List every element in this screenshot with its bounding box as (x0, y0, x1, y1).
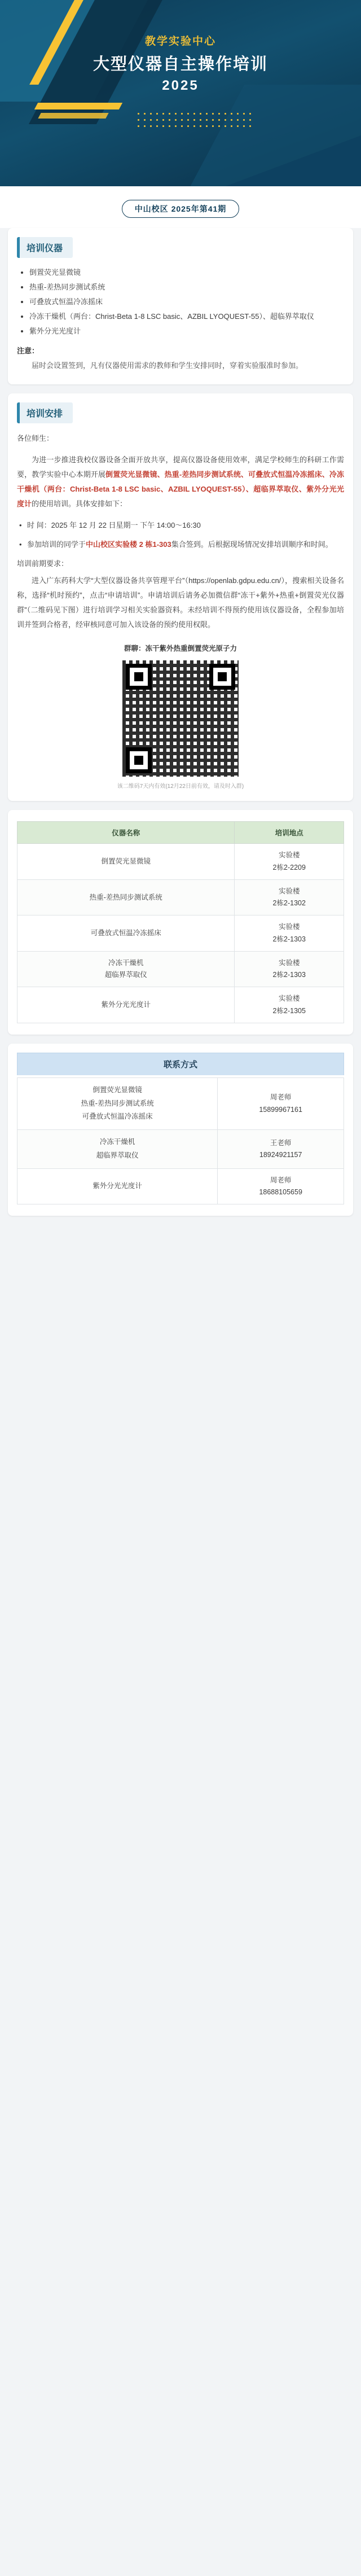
qr-finder-bottom-left-icon (126, 747, 152, 773)
table-cell: 实验楼 2栋2-1305 (235, 987, 344, 1023)
instruments-heading: 培训仪器 (17, 237, 73, 258)
table-cell: 实验楼 2栋2-1303 (235, 951, 344, 987)
hero-title: 大型仪器自主操作培训 (93, 55, 268, 73)
issue-section (0, 186, 361, 228)
table-cell: 紫外分光光度计 (17, 1168, 218, 1204)
content-page (0, 228, 361, 1239)
table-cell: 实验楼 2栋2-2209 (235, 844, 344, 880)
list-item: • 倒置荧光显微镜 (29, 266, 344, 279)
arrangement-place-pre: 参加培训的同学于 (27, 540, 86, 549)
hero-accent-stripe-2 (34, 103, 122, 109)
table-cell: 冷冻干燥机 超临界萃取仪 (17, 1130, 218, 1169)
table-cell: 可叠放式恒温冷冻摇床 (17, 915, 235, 952)
contact-table-title: 联系方式 (17, 1053, 344, 1075)
table-cell: 实验楼 2栋2-1303 (235, 915, 344, 952)
hero-text-block (0, 0, 361, 94)
arrangement-time-value: 间：2025 年 12 月 22 日星期一 下午 14:00～16:30 (36, 520, 201, 529)
arrangement-intro-pre: 为进一步推进我校仪器设备全面开放共享，提高仪器设备使用效率，满足学校师生的科研工作需要，教学实验中心本期开展 (17, 455, 344, 479)
table-row (17, 1168, 344, 1204)
arrangement-time-line (17, 518, 344, 533)
table-cell: 冷冻干燥机 超临界萃取仪 (17, 951, 235, 987)
list-item: • 冷冻干燥机（两台：Christ-Beta 1-8 LSC basic、AZBIL LYOQUEST-55）、超临界萃取仪 (29, 310, 344, 323)
table-row (17, 987, 344, 1023)
table-cell: 热重-差热同步测试系统 (17, 879, 235, 915)
arrangement-place-line (17, 537, 344, 552)
issue-badge: 中山校区 2025年第41期 (122, 200, 240, 218)
qr-finder-top-left-icon (126, 664, 152, 690)
hero-organization: 教学实验中心 (144, 36, 216, 47)
hero-dot-pattern (135, 111, 254, 130)
list-item: • 可叠放式恒温冷冻摇床 (29, 295, 344, 309)
hero-year: 2025 (162, 78, 199, 94)
table-row (17, 951, 344, 987)
arrangement-card (8, 393, 353, 801)
instruments-card (8, 228, 353, 384)
list-item: • 热重-差热同步测试系统 (29, 281, 344, 294)
arrangement-intro (17, 453, 344, 511)
table-cell: 周老师 15899967161 (218, 1077, 344, 1129)
arrangement-prereq-body: 进入广东药科大学“大型仪器设备共享管理平台”（https://openlab.gdpu.edu.cn/），搜索相关设备名称，选择“机时预约”，点击“申请培训”。申请培训后请务必加微信群“冻干+紫外+热重+倒置荧光仪器群”（二维码见下图）进行培训学习相关实验器资料。未经培训不得预约使用该仪器设备，全程参加培训并签到合格者，经审核同意可加入该设备的预约使用权限。 (17, 576, 344, 629)
contact-table-card (8, 1044, 353, 1216)
qr-block (17, 642, 344, 790)
hero-banner (0, 0, 361, 186)
arrangement-place-post: 集合签到。后根据现场情况安排培训顺序和时间。 (171, 540, 333, 549)
list-item: • 紫外分光光度计 (29, 325, 344, 338)
venue-table (17, 821, 344, 1023)
arrangement-intro-emphasis: 倒置荧光显微镜、热重-差热同步测试系统、可叠放式恒温冷冻摇床、冷冻干燥机（两台：Christ-Beta 1-8 LSC basic、AZBIL LYOQUEST-55）、超临界萃取仪、紫外分光光度计 (17, 470, 344, 508)
table-row (17, 844, 344, 880)
table-cell: 紫外分光光度计 (17, 987, 235, 1023)
table-cell: 王老师 18924921157 (218, 1130, 344, 1169)
venue-table-card (8, 810, 353, 1035)
table-header-row (17, 822, 344, 844)
table-row (17, 879, 344, 915)
arrangement-time-label: 时 (27, 520, 35, 529)
table-cell: 倒置荧光显微镜 热重-差热同步测试系统 可叠放式恒温冷冻摇床 (17, 1077, 218, 1129)
arrangement-salutation: 各位师生： (17, 433, 54, 443)
instruments-note-title: 注意： (17, 347, 39, 356)
instruments-note-body: 届时会设置签到，凡有仪器使用需求的教师和学生安排同时，穿着实验服准时参加。 (32, 361, 303, 370)
table-cell: 实验楼 2栋2-1302 (235, 879, 344, 915)
venue-col-instrument: 仪器名称 (17, 822, 235, 844)
table-cell: 倒置荧光显微镜 (17, 844, 235, 880)
qr-code-image (122, 660, 239, 777)
arrangement-intro-post: 的使用培训。具体安排如下： (32, 499, 127, 508)
table-row (17, 915, 344, 952)
table-cell: 周老师 18688105659 (218, 1168, 344, 1204)
instruments-list (17, 266, 344, 338)
qr-group-name: 群聊：冻干紫外热重倒置荧光原子力 (124, 644, 237, 652)
venue-col-location: 培训地点 (235, 822, 344, 844)
hero-accent-stripe-3 (38, 113, 108, 119)
table-row (17, 1077, 344, 1129)
arrangement-place-emphasis: 中山校区实验楼 2 栋1-303 (86, 540, 171, 549)
arrangement-prereq-title: 培训前期要求： (17, 559, 69, 568)
qr-finder-top-right-icon (209, 664, 235, 690)
hero-corner-wedge (226, 135, 361, 186)
arrangement-heading: 培训安排 (17, 402, 73, 423)
table-row (17, 1130, 344, 1169)
contact-table (17, 1077, 344, 1204)
qr-footnote: 该二维码7天内有效(12月22日前有效，请及时入群) (117, 783, 244, 790)
